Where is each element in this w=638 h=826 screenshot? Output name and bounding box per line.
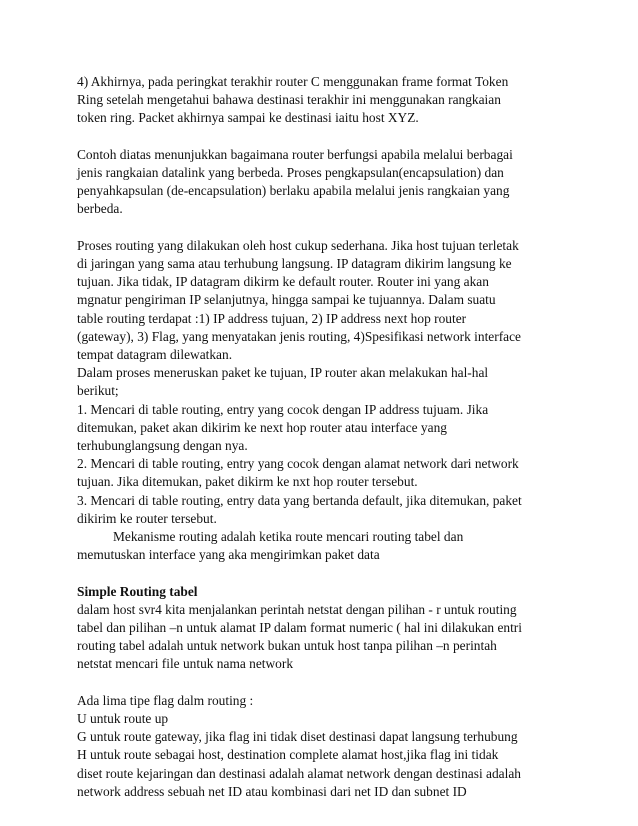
text-line: memutuskan interface yang aka mengirimkan paket data (77, 547, 380, 563)
paragraph-gap (77, 674, 577, 692)
text-line: berikut; (77, 383, 119, 399)
text-line: Contoh diatas menunjukkan bagaimana router berfungsi apabila melalui berbagai (77, 146, 513, 162)
text-line: (gateway), 3) Flag, yang menyatakan jenis routing, 4)Spesifikasi network interface (77, 328, 521, 344)
text-line: mgnatur pengiriman IP selanjutnya, hingga sampai ke tujuannya. Dalam suatu (77, 292, 496, 308)
text-line: netstat mencari file untuk nama network (77, 656, 294, 672)
paragraph-gap (77, 219, 577, 237)
text-line: 1. Mencari di table routing, entry yang cocok dengan IP address tujuam. Jika (77, 401, 489, 417)
paragraph-gap (77, 564, 577, 582)
text-line: 2. Mencari di table routing, entry yang cocok dengan alamat network dari network (77, 456, 519, 472)
text-line: tujuan. Jika tidak, IP datagram dikirm ke default router. Router ini yang akan (77, 274, 489, 290)
text-line: tabel dan pilihan –n untuk alamat IP dalam format numeric ( hal ini dilakukan entri (77, 620, 522, 636)
text-line: ditemukan, paket akan dikirim ke next hop router atau interface yang (77, 419, 447, 435)
paragraph-encapsulation (77, 146, 577, 219)
text-line: tempat datagram dilewatkan. (77, 347, 233, 363)
text-line: Proses routing yang dilakukan oleh host cukup sederhana. Jika host tujuan terletak (77, 237, 519, 253)
paragraph-netstat (77, 601, 577, 674)
text-line: Ada lima tipe flag dalm routing : (77, 692, 254, 708)
text-line: terhubunglangsung dengan nya. (77, 438, 248, 454)
document-content (77, 73, 577, 801)
text-line: H untuk route sebagai host, destination complete alamat host,jika flag ini tidak (77, 747, 499, 763)
text-line: penyahkapsulan (de-encapsulation) berlaku apabila melalui jenis rangkaian yang (77, 183, 510, 199)
text-line: 4) Akhirnya, pada peringkat terakhir router C menggunakan frame format Token (77, 74, 509, 89)
text-line: G untuk route gateway, jika flag ini tidak diset destinasi dapat langsung terhubung (77, 729, 518, 745)
text-line: Ring setelah mengetahui bahawa destinasi terakhir ini menggunakan rangkaian (77, 92, 501, 108)
text-line: U untuk route up (77, 711, 169, 727)
text-line: 3. Mencari di table routing, entry data yang bertanda default, jika ditemukan, paket (77, 492, 522, 508)
text-line: diset route kejaringan dan destinasi adalah alamat network dengan destinasi adalah (77, 765, 521, 781)
paragraph-gap (77, 128, 577, 146)
text-line: table routing terdapat :1) IP address tujuan, 2) IP address next hop router (77, 310, 467, 326)
text-line: network address sebuah net ID atau kombinasi dari net ID dan subnet ID (77, 783, 467, 799)
text-line: routing tabel adalah untuk network bukan untuk host tanpa pilihan –n perintah (77, 638, 497, 654)
text-line: dalam host svr4 kita menjalankan perintah netstat dengan pilihan - r untuk routing (77, 601, 517, 617)
paragraph-routing-flags (77, 692, 577, 801)
text-line: tujuan. Jika ditemukan, paket dikirm ke nxt hop router tersebut. (77, 474, 418, 490)
text-line-indented: Mekanisme routing adalah ketika route mencari routing tabel dan (113, 529, 464, 545)
text-line: token ring. Packet akhirnya sampai ke destinasi iaitu host XYZ. (77, 110, 419, 126)
text-line: berbeda. (77, 201, 123, 217)
paragraph-routing-process (77, 237, 577, 565)
text-line: jenis rangkaian datalink yang berbeda. Proses pengkapsulan(encapsulation) dan (77, 165, 504, 180)
section-heading: Simple Routing tabel (77, 583, 198, 599)
text-line: dikirim ke router tersebut. (77, 510, 217, 526)
paragraph-router-final-hop (77, 73, 577, 128)
text-line: Dalam proses meneruskan paket ke tujuan, IP router akan melakukan hal-hal (77, 365, 489, 381)
text-line: di jaringan yang sama atau terhubung langsung. IP datagram dikirim langsung ke (77, 256, 512, 271)
